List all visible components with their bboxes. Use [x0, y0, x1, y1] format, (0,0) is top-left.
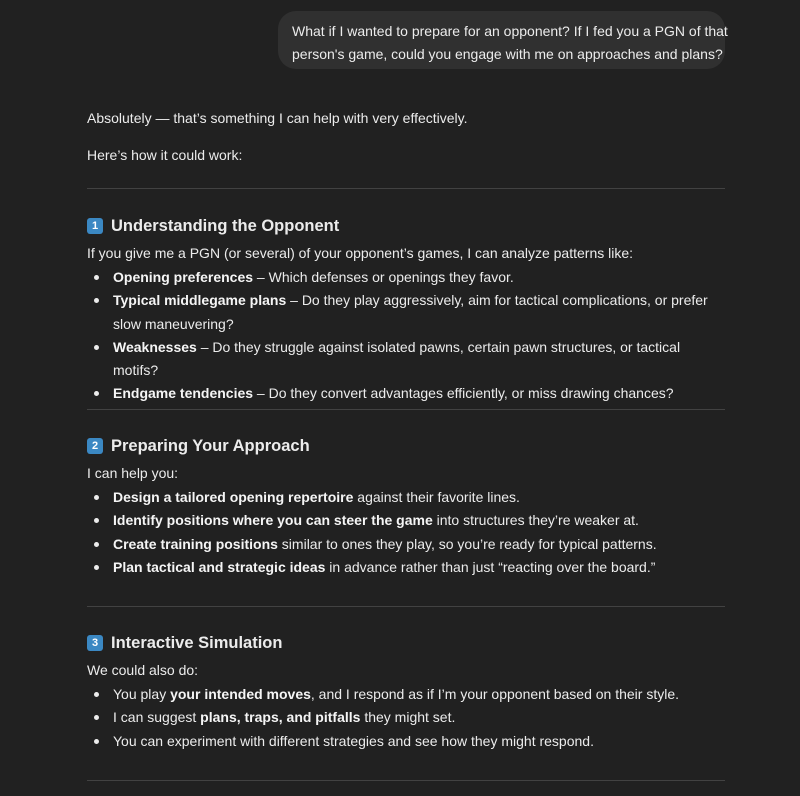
divider [87, 606, 725, 607]
bullet-text: – Do they convert advantages efficiently, or miss drawing chances? [253, 385, 674, 402]
bullet-icon [94, 739, 99, 744]
list-item [87, 533, 727, 556]
bullet-bold: Design a tailored opening repertoire [113, 489, 354, 505]
section-title: Preparing Your Approach [111, 436, 310, 455]
bullet-text: similar to ones they play, so you’re ready for typical patterns. [277, 535, 657, 552]
bullet-list [87, 683, 727, 753]
user-message-line: What if I wanted to prepare for an opponent? If I fed you a PGN of that [292, 23, 728, 39]
bullet-icon [94, 565, 99, 570]
bullet-bold: your intended moves [170, 686, 311, 702]
section-title: Interactive Simulation [111, 633, 283, 652]
section-heading [87, 436, 727, 456]
section-interactive-simulation [87, 633, 727, 749]
section-understanding-opponent [87, 216, 727, 402]
keycap-three-icon: 3 [87, 635, 103, 651]
keycap-two-icon: 2 [87, 438, 103, 454]
response-intro: Absolutely — that’s something I can help with very effectively. [87, 110, 468, 126]
list-item [87, 509, 727, 532]
section-intro: I can help you: [87, 465, 179, 481]
section-intro: If you give me a PGN (or several) of your opponent’s games, I can analyze patterns like: [87, 245, 634, 261]
bullet-text: – Do they struggle against isolated pawns, certain pawn structures, or tactical motifs? [113, 338, 681, 379]
bullet-list [87, 486, 727, 579]
bullet-text: against their favorite lines. [353, 489, 520, 505]
list-item [87, 683, 727, 706]
bullet-bold: Plan tactical and strategic ideas [113, 558, 326, 575]
bullet-icon [94, 692, 99, 697]
divider [87, 780, 725, 781]
bullet-bold: Opening preferences [113, 269, 254, 285]
list-item [87, 706, 727, 729]
divider [87, 409, 725, 410]
divider [87, 188, 725, 189]
bullet-bold: Typical middlegame plans [113, 292, 287, 309]
list-item [87, 336, 727, 383]
bullet-bold: plans, traps, and pitfalls [200, 709, 361, 726]
section-title: Understanding the Opponent [111, 216, 340, 235]
bullet-bold: Identify positions where you can steer the game [113, 512, 433, 529]
bullet-icon [94, 518, 99, 523]
bullet-text: they might set. [360, 709, 456, 726]
section-intro: We could also do: [87, 662, 199, 678]
list-item [87, 289, 727, 336]
bullet-list [87, 266, 727, 406]
list-item [87, 730, 727, 753]
bullet-text: in advance rather than just “reacting over the board.” [325, 558, 656, 575]
bullet-icon [94, 715, 99, 720]
list-item [87, 266, 727, 289]
bullet-icon [94, 542, 99, 547]
section-heading [87, 633, 727, 653]
bullet-text: – Which defenses or openings they favor. [253, 269, 514, 285]
bullet-icon [94, 345, 99, 350]
bullet-icon [94, 391, 99, 396]
section-heading [87, 216, 727, 236]
bullet-text: You can experiment with different strategies and see how they might respond. [113, 732, 594, 749]
list-item [87, 556, 727, 579]
response-lead: Here’s how it could work: [87, 147, 243, 163]
bullet-icon [94, 495, 99, 500]
bullet-text: into structures they’re weaker at. [432, 512, 639, 529]
bullet-bold: Weaknesses [113, 338, 197, 355]
bullet-text: , and I respond as if I’m your opponent based on their style. [310, 686, 680, 702]
bullet-text: You play [113, 686, 171, 702]
bullet-bold: Create training positions [113, 535, 278, 552]
bullet-icon [94, 275, 99, 280]
keycap-one-icon: 1 [87, 218, 103, 234]
bullet-text: I can suggest [113, 709, 201, 726]
user-message-line: person's game, could you engage with me on approaches and plans? [292, 46, 723, 62]
bullet-icon [94, 298, 99, 303]
bullet-bold: Endgame tendencies [113, 385, 254, 402]
section-preparing-approach [87, 436, 727, 575]
list-item [87, 486, 727, 509]
bullet-text: – Do they play aggressively, aim for tactical complications, or prefer slow maneuvering? [113, 292, 708, 332]
list-item [87, 382, 727, 405]
user-message-bubble [278, 11, 728, 69]
